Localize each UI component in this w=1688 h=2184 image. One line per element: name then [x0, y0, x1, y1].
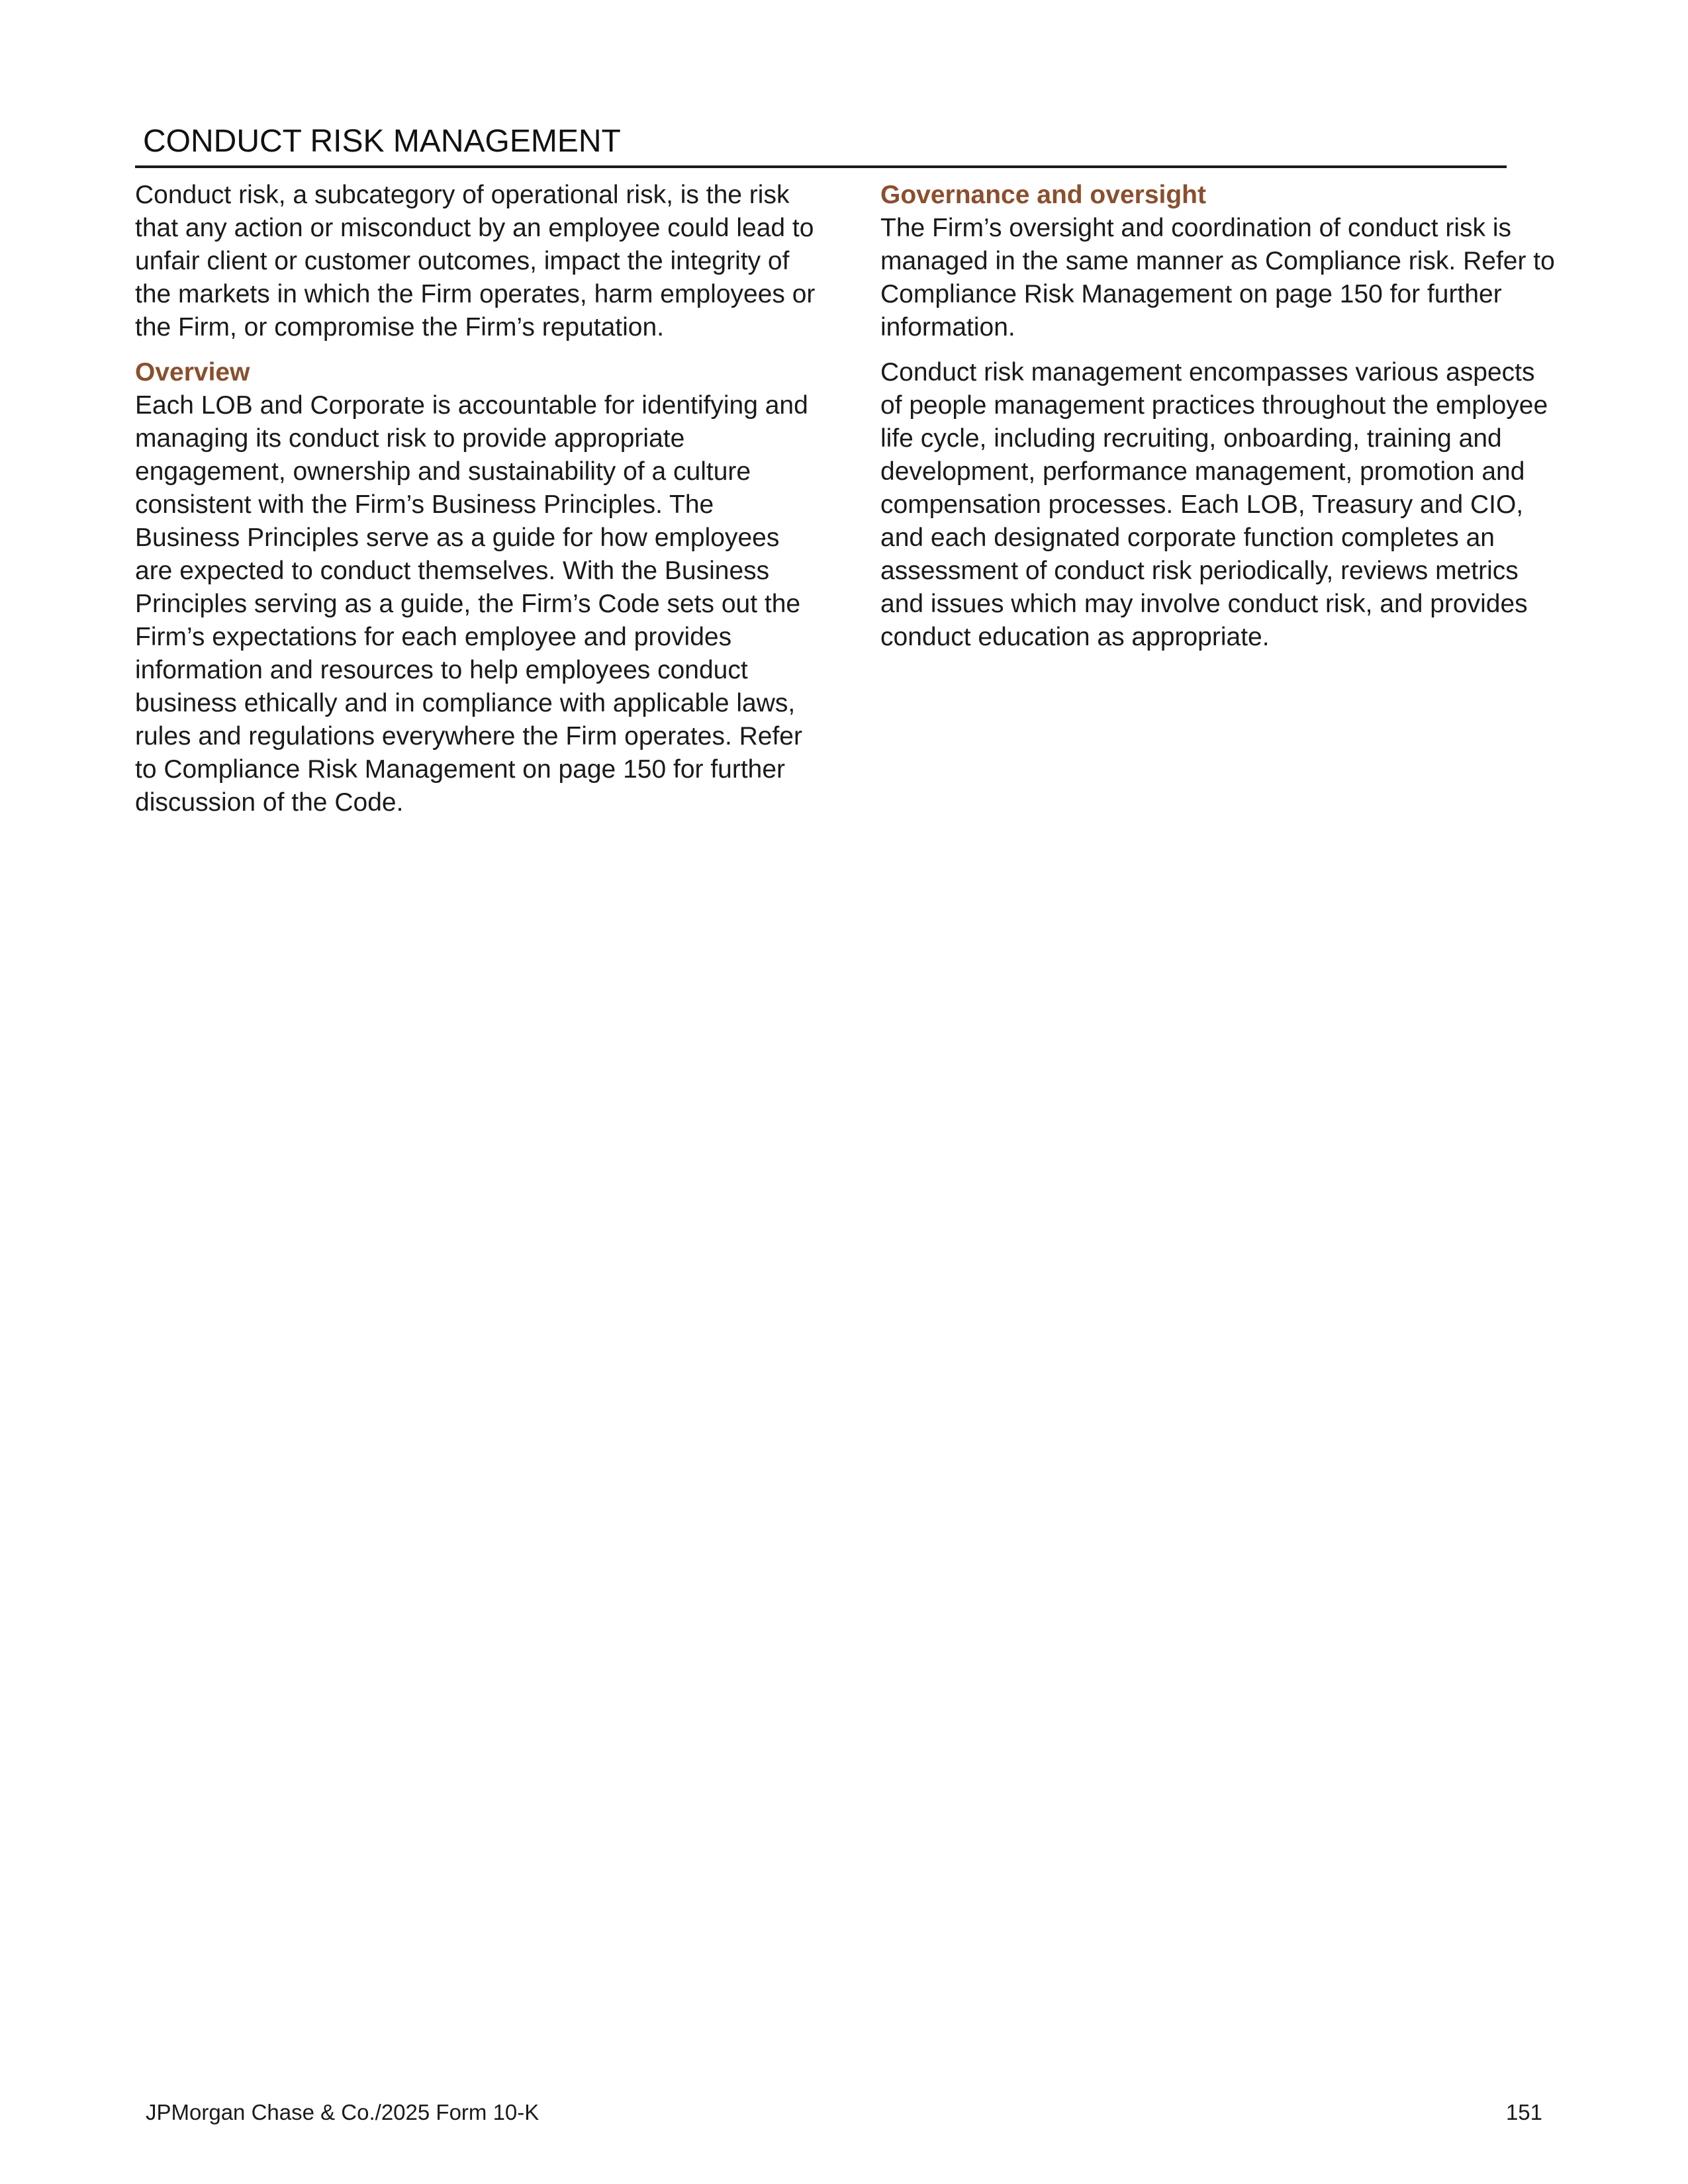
footer-page-number: 151: [1505, 2100, 1542, 2124]
right-column: [880, 179, 1562, 666]
governance-paragraph: The Firm’s oversight and coordination of conduct risk is managed in the same manner as Compliance risk. Refer to Compliance Risk Management on page 150 for further information.: [880, 214, 1555, 341]
intro-paragraph: Conduct risk, a subcategory of operational risk, is the risk that any action or misconduct by an employee could lead to unfair client or customer outcomes, impact the integrity of the markets in which the Firm operates, harm employees or the Firm, or compromise the Firm’s reputation.: [135, 181, 816, 341]
governance-heading: Governance and oversight: [880, 181, 1206, 209]
left-column: [135, 179, 817, 831]
section-header: [135, 122, 1507, 168]
footer-publication: JPMorgan Chase & Co./2025 Form 10-K: [146, 2100, 539, 2124]
overview-paragraph: Each LOB and Corporate is accountable for identifying and managing its conduct risk to provide appropriate engagement, ownership and sustainability of a culture consistent with the Firm’s Business Principles. The Business Principles serve as a guide for how employees are expected to conduct themselves. With the Business Principles serving as a guide, the Firm’s Code sets out the Firm’s expectations for each employee and provides information and resources to help employees conduct business ethically and in compliance with applicable laws, rules and regulations everywhere the Firm operates. Refer to Compliance Risk Management on page 150 for further discussion of the Code.: [135, 391, 808, 817]
management-paragraph: Conduct risk management encompasses various aspects of people management practices throughout the employee life cycle, including recruiting, onboarding, training and development, performance management, promotion and compensation processes. Each LOB, Treasury and CIO, and each designated corporate function completes an assessment of conduct risk periodically, reviews metrics and issues which may involve conduct risk, and provides conduct education as appropriate.: [880, 358, 1548, 651]
overview-heading: Overview: [135, 358, 250, 387]
section-title: CONDUCT RISK MANAGEMENT: [143, 124, 621, 159]
